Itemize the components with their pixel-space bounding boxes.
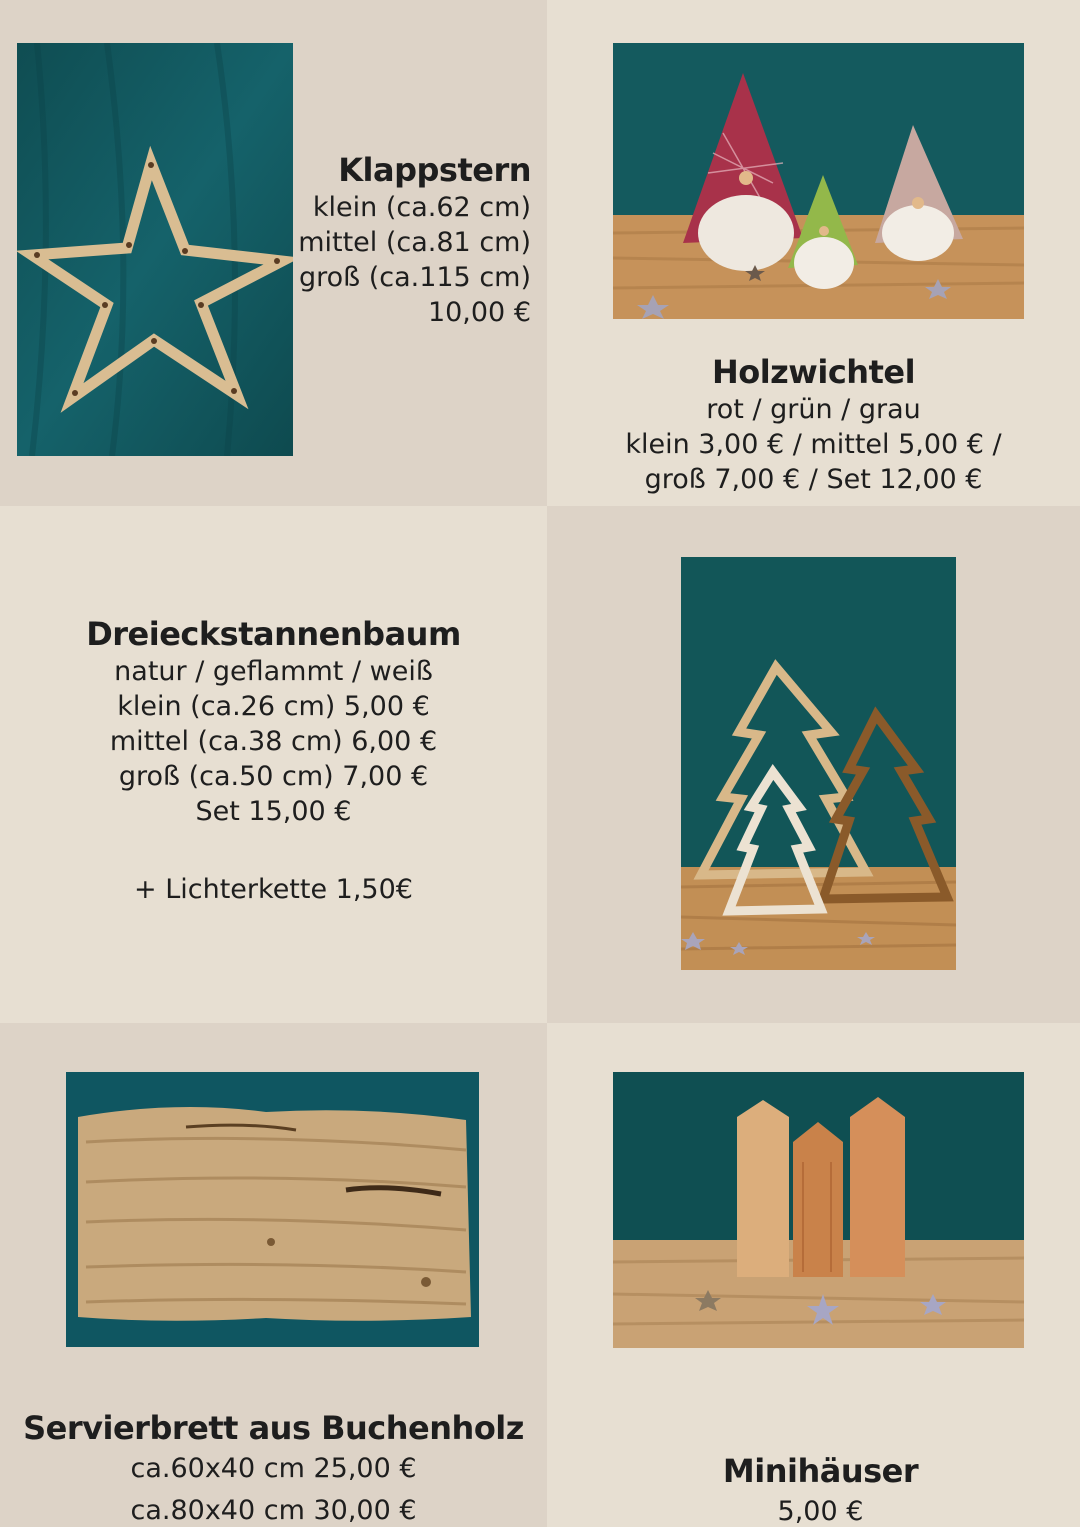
wooden-star-photo (17, 43, 293, 456)
product-title: Minihäuser (722, 1452, 919, 1490)
product-price: mittel (ca.38 cm) 6,00 € (109, 726, 438, 757)
product-title: Servierbrett aus Buchenholz (23, 1409, 524, 1447)
product-text-klappstern (283, 150, 531, 330)
product-card-minihaeuser (547, 1023, 1080, 1527)
product-text-dreieckstannenbaum (0, 614, 547, 907)
product-text-servierbrett (0, 1408, 547, 1527)
product-card-klappstern (0, 0, 547, 506)
product-text-minihaeuser (547, 1451, 1080, 1527)
product-card-holzwichtel (547, 0, 1080, 506)
product-price: klein 3,00 € / mittel 5,00 € / (625, 429, 1002, 461)
product-price: klein (ca.26 cm) 5,00 € (117, 691, 430, 722)
product-detail: groß (ca.115 cm) (298, 262, 531, 294)
product-card-dreieckstannenbaum (0, 506, 547, 1023)
wooden-gnomes-photo (613, 43, 1024, 319)
product-price: 5,00 € (777, 1496, 864, 1527)
product-detail: rot / grün / grau (706, 394, 921, 425)
product-price: ca.60x40 cm 25,00 € (130, 1453, 417, 1484)
product-detail: klein (ca.62 cm) (312, 192, 531, 223)
mini-houses-photo (613, 1072, 1024, 1348)
product-price: 10,00 € (427, 297, 531, 329)
product-price: groß 7,00 € / Set 12,00 € (644, 464, 983, 496)
product-title: Holzwichtel (711, 353, 916, 391)
product-title: Dreieckstannenbaum (86, 615, 461, 653)
serving-board-photo (66, 1072, 479, 1347)
product-price: ca.80x40 cm 30,00 € (130, 1495, 417, 1526)
product-detail: mittel (ca.81 cm) (298, 227, 531, 259)
product-card-dreieckstannenbaum-photo (547, 506, 1080, 1023)
product-price: groß (ca.50 cm) 7,00 € (118, 761, 429, 792)
product-card-servierbrett (0, 1023, 547, 1527)
product-detail: natur / geflammt / weiß (114, 656, 433, 687)
product-addon: + Lichterkette 1,50€ (134, 874, 413, 905)
wooden-trees-photo (681, 557, 956, 970)
product-text-holzwichtel (557, 352, 1070, 497)
product-price: Set 15,00 € (195, 796, 352, 827)
product-title: Klappstern (338, 151, 531, 189)
